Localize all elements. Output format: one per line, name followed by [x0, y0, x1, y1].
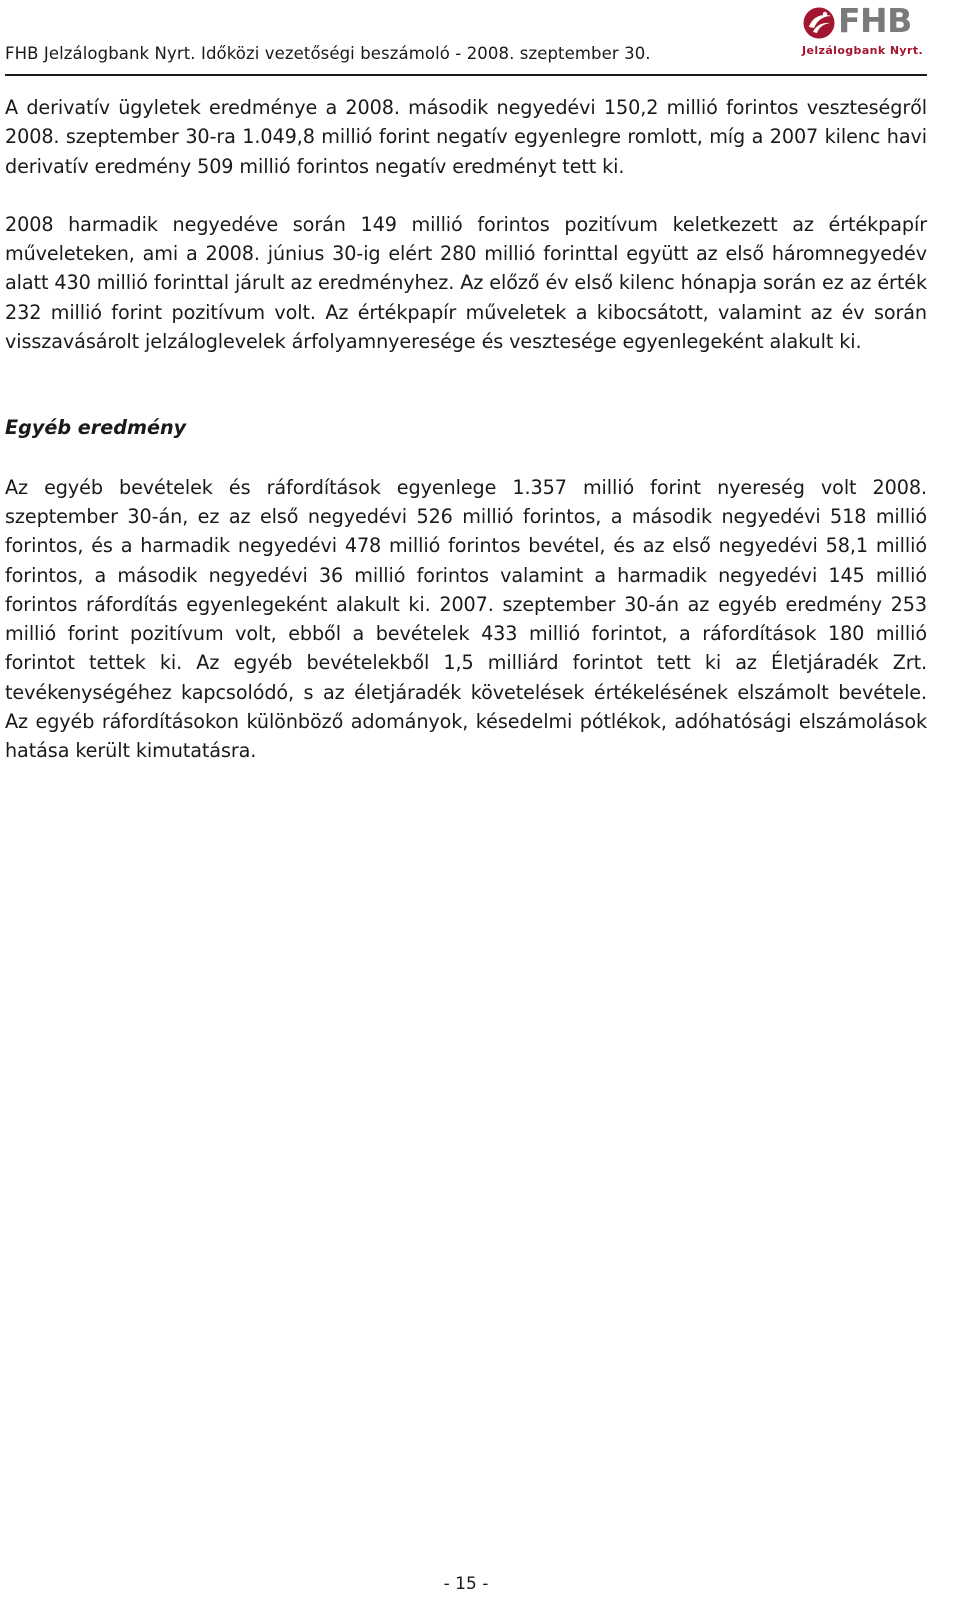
- paragraph-other-income: Az egyéb bevételek és ráfordítások egyenlege 1.357 millió forint nyereség volt 2008. szeptember 30-án, ez az első negyedévi 526 millió forintos, a második negyedévi 518 millió forintos, és a harmadik negyedévi 478 millió forintos bevétel, és az első negyedévi 58,1 millió forintos, a második negyedévi 36 millió forintos valamint a harmadik negyedévi 145 millió forintos ráfordítás egyenlegeként alakult ki. 2007. szeptember 30-án az egyéb eredmény 253 millió forint pozitívum volt, ebből a bevételek 433 millió forintot, a ráfordítások 180 millió forintot tettek ki. Az egyéb bevételekből 1,5 milliárd forintot tett ki az Életjáradék Zrt. tevékenységéhez kapcsolódó, s az életjáradék követelések értékelésének elszámolt bevétele. Az egyéb ráfordításokon különböző adományok, késedelmi pótlékok, adóhatósági elszámolások hatása került kimutatásra.: [5, 475, 927, 763]
- section-title: Egyéb eredmény: [5, 416, 187, 440]
- fhb-logo: [802, 1, 924, 61]
- paragraph-derivatives: A derivatív ügyletek eredménye a 2008. második negyedévi 150,2 millió forintos veszteségről 2008. szeptember 30-ra 1.049,8 millió forint negatív egyenlegre romlott, míg a 2007 kilenc havi derivatív eredmény 509 millió forintos negatív eredményt tett ki.: [5, 96, 927, 178]
- logo-text: FHB: [838, 1, 912, 40]
- header-title: FHB Jelzálogbank Nyrt. Időközi vezetőségi beszámoló - 2008. szeptember 30.: [5, 44, 651, 63]
- logo-subtitle: Jelzálogbank Nyrt.: [802, 44, 924, 57]
- page-content: [5, 93, 927, 766]
- page-number: - 15 -: [443, 1574, 489, 1594]
- page-header: [5, 0, 927, 78]
- paragraph-securities: 2008 harmadik negyedéve során 149 millió forintos pozitívum keletkezett az értékpapír műveleteken, ami a 2008. június 30-ig elért 280 millió forinttal együtt az első háromnegyedév alatt 430 millió forinttal járult az eredményhez. Az előző év első kilenc hónapja során ez az érték 232 millió forint pozitívum volt. Az értékpapír műveletek a kibocsátott, valamint az év során visszavásárolt jelzáloglevelek árfolyamnyeresége és vesztesége egyenlegeként alakult ki.: [5, 212, 927, 354]
- fhb-logo-icon: [802, 5, 838, 41]
- header-divider: [5, 74, 927, 76]
